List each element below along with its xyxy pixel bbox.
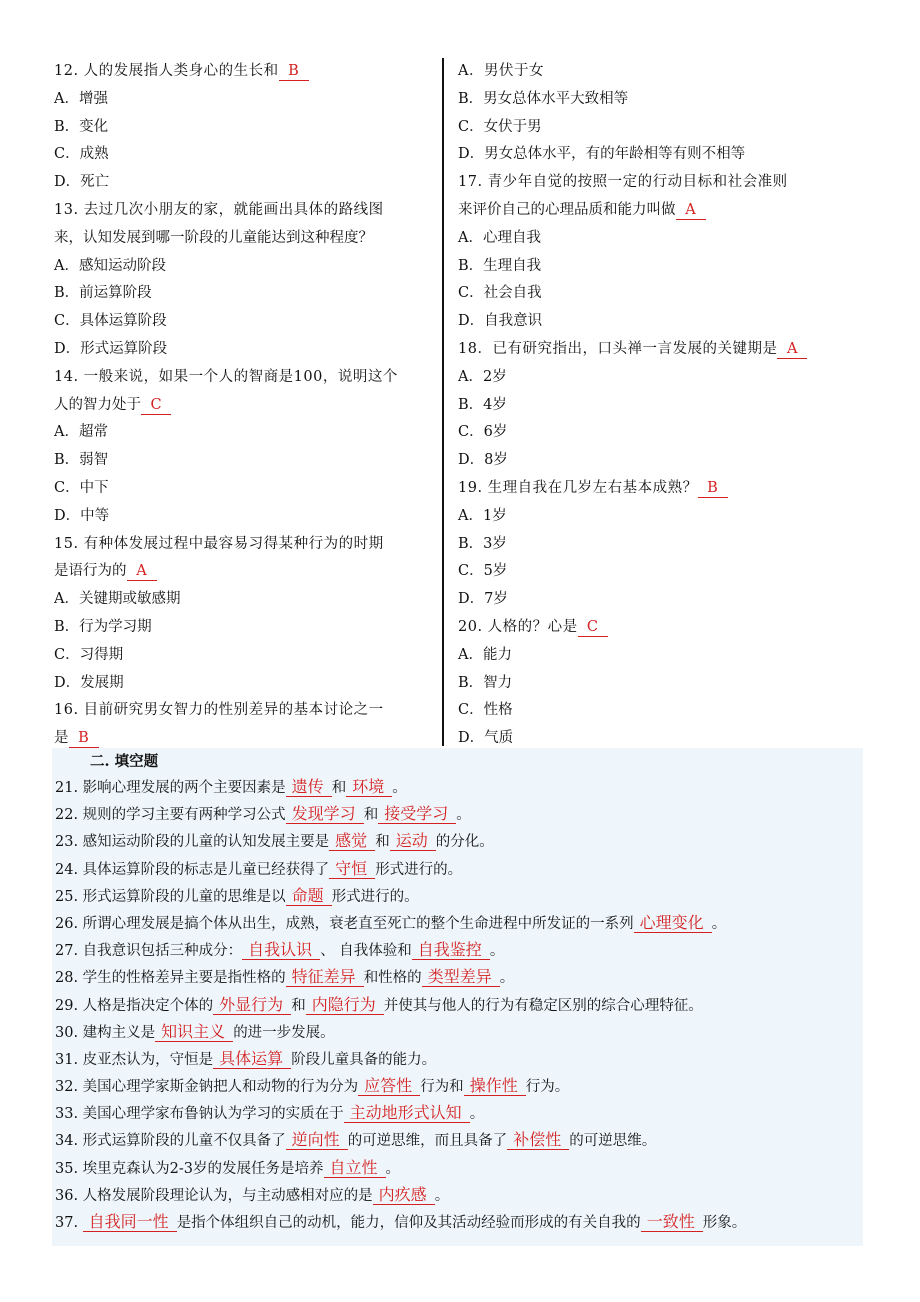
- question-text: A．心理自我: [458, 229, 541, 246]
- question-text: 来，认知发展到哪一阶段的儿童能达到这种程度？: [54, 229, 373, 246]
- fill-text: 23. 感知运动阶段的儿童的认知发展主要是: [55, 834, 330, 851]
- question-line: [54, 642, 434, 670]
- question-text: C．5岁: [458, 563, 508, 580]
- answer-blank: B: [69, 730, 99, 748]
- fill-answer: 接受学习: [378, 805, 456, 824]
- fill-blank-item: [52, 965, 863, 992]
- fill-blank-item: [52, 1210, 863, 1237]
- right-question-column: [458, 58, 858, 753]
- question-text: 是语行为的: [54, 563, 127, 580]
- question-line: [458, 253, 858, 281]
- question-text: C．成熟: [54, 146, 109, 163]
- fill-text: 35. 埃里克森认为2-3岁的发展任务是培养: [55, 1160, 324, 1177]
- fill-text: 形式进行的。: [375, 861, 463, 878]
- answer-blank: C: [141, 397, 171, 415]
- question-line: [54, 308, 434, 336]
- question-text: A．能力: [458, 646, 512, 663]
- fill-blank-list: [52, 775, 863, 1237]
- question-text: 是: [54, 730, 69, 747]
- fill-text: 33. 美国心理学家布鲁钠认为学习的实质在于: [55, 1106, 344, 1123]
- answer-blank: A: [777, 341, 807, 359]
- question-text: A．关键期或敏感期: [54, 591, 181, 608]
- answer-blank: A: [127, 563, 157, 581]
- fill-text: 34. 形式运算阶段的儿童不仅具备了: [55, 1133, 286, 1150]
- question-line: [458, 614, 858, 642]
- question-line: [458, 114, 858, 142]
- fill-answer: 知识主义: [155, 1023, 233, 1042]
- question-text: 15. 有种体发展过程中最容易习得某种行为的时期: [54, 535, 384, 552]
- question-text: 19. 生理自我在几岁左右基本成熟？: [458, 479, 698, 496]
- question-line: [458, 58, 858, 86]
- fill-blank-item: [52, 1101, 863, 1128]
- question-line: [54, 114, 434, 142]
- question-line: [54, 86, 434, 114]
- fill-text: 的进一步发展。: [233, 1024, 335, 1041]
- question-line: [458, 197, 858, 225]
- fill-text: 。: [499, 970, 515, 987]
- fill-text: 37.: [55, 1215, 83, 1231]
- question-text: B．前运算阶段: [54, 285, 152, 302]
- question-text: C．习得期: [54, 646, 124, 663]
- fill-text: 27. 自我意识包括三种成分：: [55, 943, 243, 960]
- fill-answer: 具体运算: [213, 1050, 291, 1069]
- question-line: [458, 392, 858, 420]
- question-line: [54, 503, 434, 531]
- fill-answer: 遗传: [286, 778, 332, 797]
- fill-text: 29. 人格是指决定个体的: [55, 997, 214, 1014]
- fill-blank-item: [52, 938, 863, 965]
- fill-text: 阶段儿童具备的能力。: [291, 1051, 437, 1068]
- question-text: C．中下: [54, 479, 109, 496]
- question-line: [54, 280, 434, 308]
- fill-answer: 自立性: [324, 1159, 386, 1178]
- column-divider: [442, 58, 444, 746]
- fill-blank-item: [52, 1020, 863, 1047]
- fill-text: 。: [711, 915, 727, 932]
- question-line: [54, 197, 434, 225]
- fill-answer: 命题: [286, 887, 332, 906]
- fill-answer: 感觉: [329, 832, 375, 851]
- question-text: A．2岁: [458, 368, 507, 385]
- fill-text: 是指个体组织自己的动机，能力，信仰及其活动经验而形成的有关自我的: [176, 1215, 641, 1231]
- fill-answer: 心理变化: [634, 914, 712, 933]
- question-line: [458, 280, 858, 308]
- fill-answer: 主动地形式认知: [344, 1104, 470, 1123]
- question-text: 16. 目前研究男女智力的性别差异的基本讨论之一: [54, 702, 384, 719]
- fill-answer: 发现学习: [286, 805, 364, 824]
- question-line: [458, 169, 858, 197]
- question-line: [458, 531, 858, 559]
- question-text: B．弱智: [54, 452, 109, 469]
- question-line: [458, 419, 858, 447]
- fill-text: 。: [392, 780, 407, 796]
- question-line: [54, 169, 434, 197]
- question-text: C．具体运算阶段: [54, 313, 167, 330]
- fill-text: 。: [489, 943, 505, 960]
- question-line: [54, 225, 434, 253]
- fill-text: 和: [291, 997, 306, 1014]
- fill-answer: 环境: [346, 778, 392, 797]
- question-text: D．7岁: [458, 591, 508, 608]
- fill-text: 36. 人格发展阶段理论认为，与主动感相对应的是: [55, 1187, 373, 1204]
- fill-answer: 逆向性: [286, 1131, 348, 1150]
- fill-answer: 一致性: [641, 1213, 703, 1232]
- fill-blank-item: [52, 993, 863, 1020]
- question-line: [458, 558, 858, 586]
- question-line: [54, 419, 434, 447]
- question-text: C．女伏于男: [458, 118, 542, 135]
- question-line: [458, 141, 858, 169]
- question-text: B．3岁: [458, 535, 507, 552]
- question-text: 人的智力处于: [54, 396, 141, 413]
- fill-text: 22. 规则的学习主要有两种学习公式: [55, 807, 286, 824]
- question-text: A．感知运动阶段: [54, 257, 166, 274]
- question-line: [458, 642, 858, 670]
- question-text: B．变化: [54, 118, 109, 135]
- question-line: [54, 614, 434, 642]
- question-text: D．气质: [458, 730, 514, 747]
- answer-blank: B: [698, 480, 728, 498]
- fill-text: 并使其与他人的行为有稳定区别的综合心理特征。: [383, 997, 703, 1014]
- question-text: D．8岁: [458, 452, 508, 469]
- question-text: D．死亡: [54, 174, 110, 191]
- left-question-column: [54, 58, 434, 753]
- fill-answer: 内隐行为: [306, 996, 384, 1015]
- question-text: 来评价自己的心理品质和能力叫做: [458, 201, 676, 218]
- question-text: D．男女总体水平，有的年龄相等有则不相等: [458, 146, 746, 163]
- fill-text: 和: [363, 807, 379, 824]
- question-text: 18．已有研究指出，口头禅一言发展的关键期是: [458, 340, 778, 357]
- question-line: [54, 141, 434, 169]
- answer-blank: C: [578, 619, 608, 637]
- question-text: B．智力: [458, 674, 513, 691]
- question-text: A．超常: [54, 424, 108, 441]
- question-line: [458, 475, 858, 503]
- fill-blank-item: [52, 1074, 863, 1101]
- question-text: C．社会自我: [458, 285, 542, 302]
- fill-answer: 守恒: [329, 860, 375, 879]
- answer-blank: A: [676, 202, 706, 220]
- question-text: D．自我意识: [458, 313, 543, 330]
- fill-answer: 补偿性: [507, 1131, 569, 1150]
- answer-blank: B: [279, 63, 309, 81]
- fill-blank-item: [52, 884, 863, 911]
- fill-blank-item: [52, 1047, 863, 1074]
- question-line: [458, 586, 858, 614]
- fill-text: 。: [456, 807, 471, 824]
- fill-blank-item: [52, 775, 863, 802]
- question-line: [54, 447, 434, 475]
- question-line: [54, 336, 434, 364]
- question-line: [54, 475, 434, 503]
- fill-text: 的可逆思维。: [569, 1133, 657, 1150]
- fill-answer: 应答性: [358, 1077, 420, 1096]
- fill-answer: 内疚感: [373, 1186, 435, 1205]
- question-text: B．行为学习期: [54, 618, 152, 635]
- question-text: D．中等: [54, 507, 110, 524]
- question-text: D．发展期: [54, 674, 124, 691]
- question-text: 12. 人的发展指人类身心的生长和: [54, 63, 279, 79]
- fill-answer: 外显行为: [213, 996, 291, 1015]
- fill-blank-item: [52, 1156, 863, 1183]
- question-line: [458, 447, 858, 475]
- question-line: [54, 531, 434, 559]
- question-text: D．形式运算阶段: [54, 340, 168, 357]
- fill-answer: 自我认识: [242, 941, 320, 960]
- fill-text: 形象。: [702, 1215, 747, 1231]
- question-line: [458, 86, 858, 114]
- fill-text: 25. 形式运算阶段的儿童的思维是以: [55, 888, 286, 905]
- fill-text: 和: [331, 780, 347, 796]
- fill-text: 28. 学生的性格差异主要是指性格的: [55, 970, 286, 987]
- fill-text: 。: [434, 1187, 450, 1204]
- fill-blank-section: [52, 748, 863, 1246]
- fill-text: 31. 皮亚杰认为，守恒是: [55, 1051, 214, 1068]
- question-text: A．增强: [54, 90, 108, 107]
- question-text: 20. 人格的？心是: [458, 618, 578, 635]
- question-line: [458, 225, 858, 253]
- fill-text: 、 自我体验和: [320, 943, 412, 960]
- fill-answer: 操作性: [464, 1077, 526, 1096]
- question-line: [458, 308, 858, 336]
- fill-answer: 自我同一性: [83, 1213, 177, 1232]
- question-line: [54, 58, 434, 86]
- fill-text: 的可逆思维，而且具备了: [347, 1133, 508, 1150]
- fill-answer: 运动: [390, 832, 436, 851]
- question-text: A．1岁: [458, 507, 507, 524]
- fill-text: 和性格的: [363, 970, 422, 987]
- question-line: [54, 253, 434, 281]
- fill-blank-item: [52, 1128, 863, 1155]
- fill-text: 21. 影响心理发展的两个主要因素是: [55, 780, 286, 796]
- question-line: [54, 558, 434, 586]
- fill-text: 行为和: [420, 1079, 464, 1096]
- question-text: 13. 去过几次小朋友的家，就能画出具体的路线图: [54, 201, 384, 218]
- fill-text: 30. 建构主义是: [55, 1024, 156, 1041]
- question-text: C．性格: [458, 702, 513, 719]
- fill-blank-item: [52, 1183, 863, 1210]
- fill-text: 行为。: [525, 1079, 570, 1096]
- question-text: B．男女总体水平大致相等: [458, 90, 629, 107]
- fill-answer: 自我鉴控: [412, 941, 490, 960]
- question-line: [458, 503, 858, 531]
- fill-text: 的分化。: [435, 834, 494, 851]
- fill-text: 。: [385, 1160, 401, 1177]
- question-line: [54, 586, 434, 614]
- fill-blank-item: [52, 857, 863, 884]
- fill-blank-item: [52, 911, 863, 938]
- fill-text: 和: [375, 834, 390, 851]
- question-line: [54, 392, 434, 420]
- question-line: [54, 670, 434, 698]
- question-line: [458, 364, 858, 392]
- fill-blank-item: [52, 802, 863, 829]
- fill-answer: 特征差异: [286, 968, 364, 987]
- question-text: B．4岁: [458, 396, 507, 413]
- fill-text: 形式进行的。: [331, 888, 419, 905]
- question-line: [458, 336, 858, 364]
- question-text: A．男伏于女: [458, 63, 544, 79]
- fill-text: 24. 具体运算阶段的标志是儿童已经获得了: [55, 861, 330, 878]
- fill-blank-item: [52, 829, 863, 856]
- fill-text: 32. 美国心理学家斯金钠把人和动物的行为分为: [55, 1079, 359, 1096]
- question-text: C．6岁: [458, 424, 508, 441]
- fill-text: 。: [469, 1106, 485, 1123]
- fill-answer: 类型差异: [422, 968, 500, 987]
- question-line: [54, 697, 434, 725]
- question-text: B．生理自我: [458, 257, 542, 274]
- question-line: [54, 364, 434, 392]
- question-text: 14. 一般来说，如果一个人的智商是100，说明这个: [54, 368, 398, 385]
- fill-blank-heading: 二. 填空题: [90, 753, 159, 770]
- fill-text: 26. 所谓心理发展是搞个体从出生，成熟，衰老直至死亡的整个生命进程中所发证的一系列: [55, 915, 634, 932]
- question-line: [458, 697, 858, 725]
- question-text: 17. 青少年自觉的按照一定的行动目标和社会准则: [458, 174, 788, 191]
- question-line: [458, 670, 858, 698]
